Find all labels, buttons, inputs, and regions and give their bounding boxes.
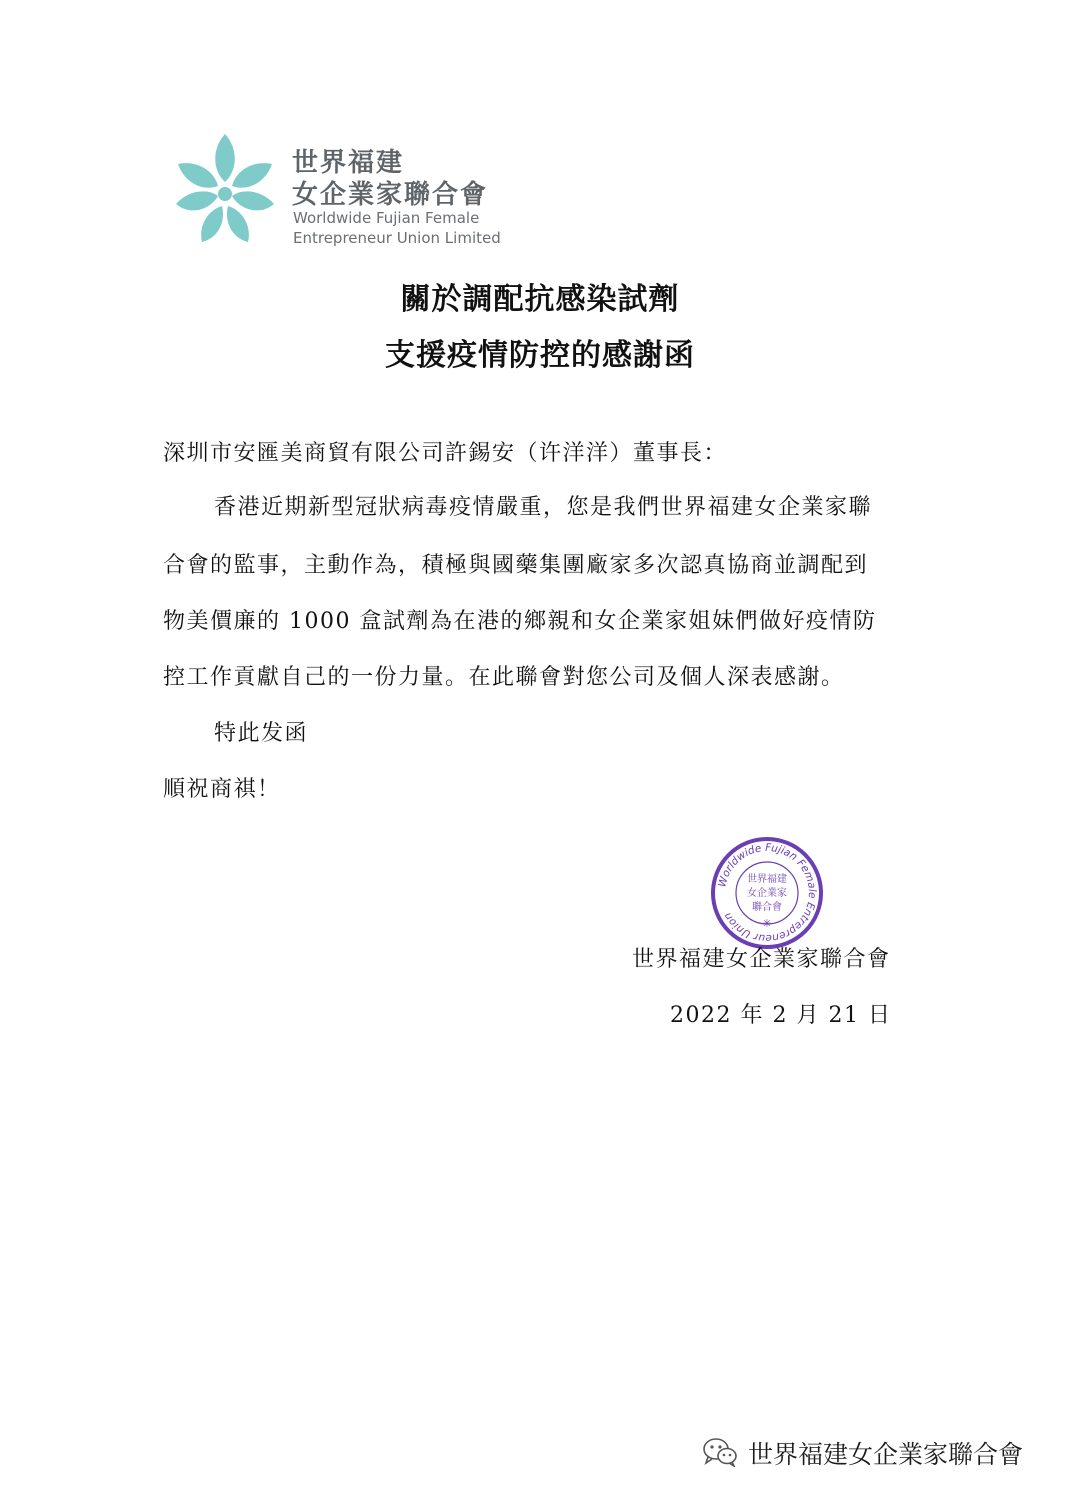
- letter-body-line: 合會的監事，主動作為，積極與國藥集團廠家多次認真協商並調配到: [163, 553, 869, 578]
- seal-text-line1: 世界福建: [747, 874, 787, 885]
- letter-regards: 順祝商祺！: [163, 777, 281, 802]
- official-seal: [710, 836, 824, 950]
- seal-text-line2: 女企業家: [747, 888, 787, 899]
- logo-name-cn-line1: 世界福建: [292, 148, 405, 178]
- logo-name-en-line2: Entrepreneur Union Limited: [293, 229, 501, 247]
- organization-logo: [172, 130, 502, 250]
- letter-salutation: 深圳市安匯美商貿有限公司許錫安（许洋洋）董事長：: [163, 441, 728, 466]
- seal-ring-text: Worldwide Fujian Female Entrepreneur Union: [716, 841, 819, 945]
- logo-name-cn-line2: 女企業家聯合會: [292, 180, 489, 210]
- letter-signature: 世界福建女企業家聯合會: [632, 947, 891, 972]
- letter-body-line: 控工作貢獻自己的一份力量。在此聯會對您公司及個人深表感謝。: [163, 665, 845, 690]
- lotus-flower-icon: [172, 130, 278, 246]
- letter-body-line: 物美價廉的 1000 盒試劑為在港的鄉親和女企業家姐妹們做好疫情防: [163, 609, 877, 634]
- wechat-icon: [702, 1437, 738, 1467]
- svg-text:✳: ✳: [762, 917, 772, 930]
- letter-date: 2022 年 2 月 21 日: [670, 1003, 892, 1028]
- logo-name-en-line1: Worldwide Fujian Female: [293, 209, 480, 227]
- letter-title-line2: 支援疫情防控的感謝函: [385, 338, 695, 373]
- letter-title-line1: 關於調配抗感染試劑: [400, 282, 680, 317]
- letter-closing: 特此发函: [214, 721, 309, 746]
- seal-text-line3: 聯合會: [752, 902, 782, 913]
- letter-body-line: 香港近期新型冠狀病毒疫情嚴重，您是我們世界福建女企業家聯: [214, 495, 873, 520]
- wechat-account-name: 世界福建女企業家聯合會: [748, 1440, 1024, 1469]
